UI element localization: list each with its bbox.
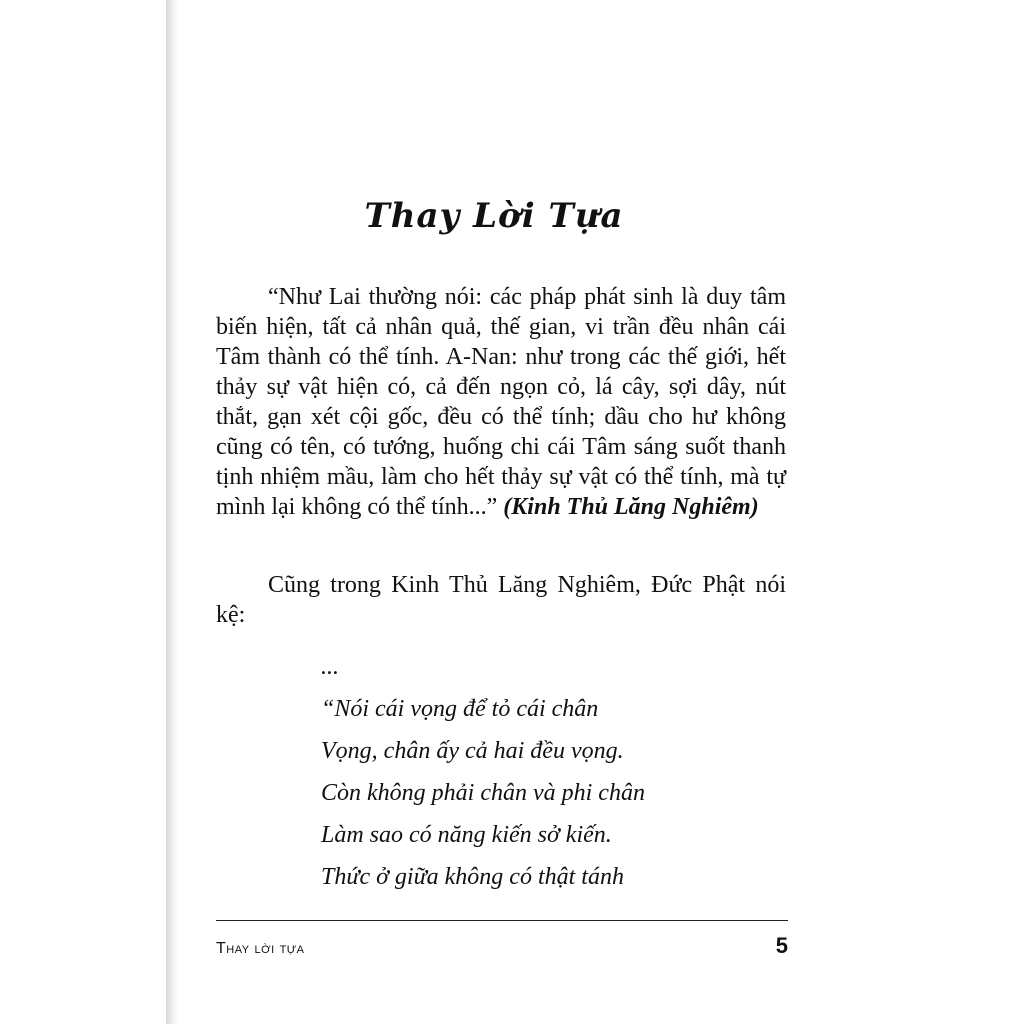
verse-line: “Nói cái vọng để tỏ cái chân: [321, 696, 599, 722]
verse-line: Thức ở giữa không có thật tánh: [321, 864, 624, 890]
running-footer: Thay lời tựa: [216, 940, 305, 957]
verse-line: Làm sao có năng kiến sở kiến.: [321, 822, 612, 848]
page-number: 5: [775, 933, 788, 958]
paragraph-quote: [216, 282, 786, 522]
page-binding-edge: [166, 0, 178, 1024]
verse-line: Còn không phải chân và phi chân: [321, 780, 645, 806]
footer-rule: [216, 920, 788, 921]
quote-source: (Kinh Thủ Lăng Nghiêm): [503, 494, 759, 520]
quote-text: “Như Lai thường nói: các pháp phát sinh là duy tâm biến hiện, tất cả nhân quả, thế gian, vi trần đều nhân cái Tâm thành có thể tính. A-Nan: như trong các thế giới, hết thảy sự vật hiện có, cả đến ngọn cỏ, lá cây, sợi dây, nút thắt, gạn xét cội gốc, đều có thể tính; dầu cho hư không cũng có tên, có tướng, huống chi cái Tâm sáng suốt thanh tịnh nhiệm mầu, làm cho hết thảy sự vật có thể tính, mà tự mình lại không có thể tính...”: [216, 284, 786, 520]
verse-line: Vọng, chân ấy cả hai đều vọng.: [321, 738, 624, 764]
verse-line: ...: [321, 654, 339, 680]
paragraph-intro: Cũng trong Kinh Thủ Lăng Nghiêm, Đức Phật nói kệ:: [216, 572, 786, 628]
chapter-title: Thay Lời Tựa: [364, 196, 624, 236]
verse-block: [321, 646, 645, 898]
